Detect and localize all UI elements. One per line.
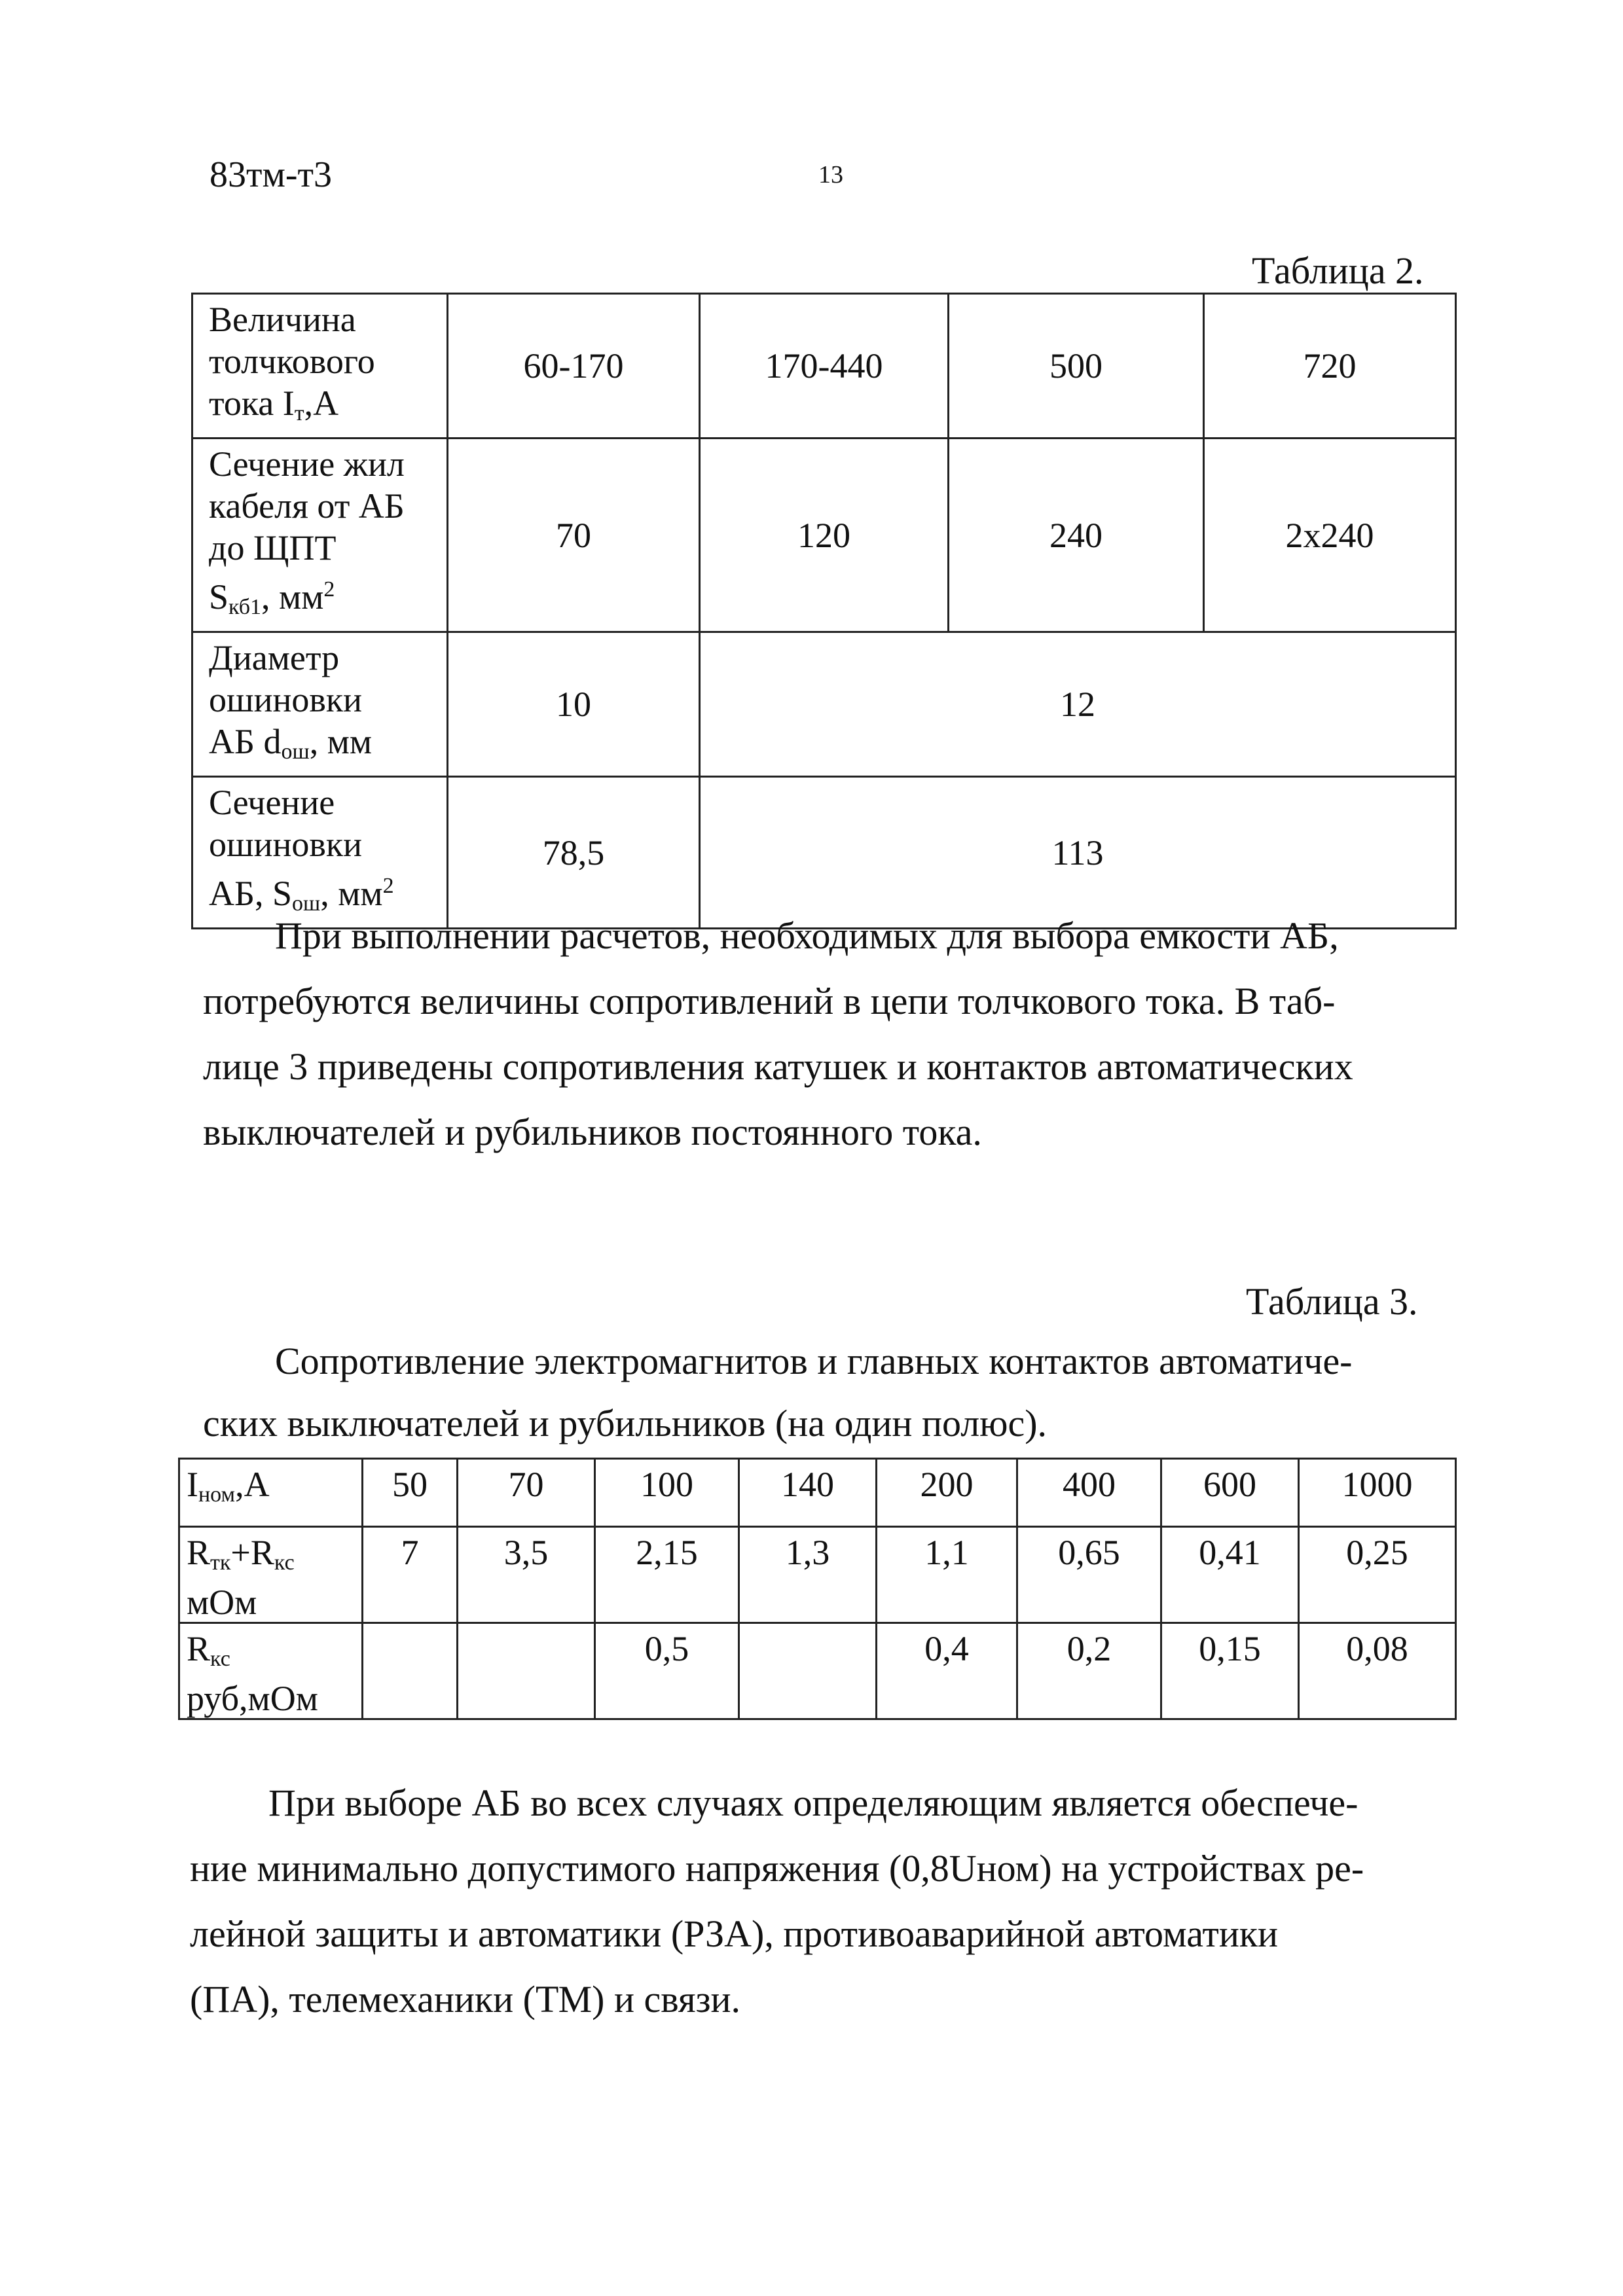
table2-row-current (192, 294, 1456, 439)
paragraph-line: ние минимально допустимого напряжения (0,8Uном) на устройствах ре- (190, 1847, 1364, 1890)
page-number: 13 (818, 161, 843, 188)
table3-cell: 1,3 (739, 1527, 877, 1623)
document-code: 83тм-т3 (210, 154, 333, 195)
table3-cell (363, 1623, 458, 1719)
table3-cell: 3,5 (458, 1527, 595, 1623)
table3-cell: 7 (363, 1527, 458, 1623)
table3-header-cell: 200 (877, 1459, 1017, 1527)
table3-header-cell: 140 (739, 1459, 877, 1527)
table3-header-cell: 600 (1161, 1459, 1299, 1527)
table2-row-diameter (192, 632, 1456, 777)
table3-cell: 0,25 (1299, 1527, 1456, 1623)
table3-cell (458, 1623, 595, 1719)
table3-header-cell: 100 (595, 1459, 739, 1527)
table2-cell: 10 (448, 632, 700, 777)
table2-row-cable (192, 439, 1456, 632)
table3-cell (739, 1623, 877, 1719)
table3-cell: 0,4 (877, 1623, 1017, 1719)
table3-cell: 0,5 (595, 1623, 739, 1719)
table2 (191, 293, 1457, 929)
table3-cell: 1,1 (877, 1527, 1017, 1623)
paragraph-line: лейной защиты и автоматики (РЗА), противоаварийной автоматики (190, 1912, 1279, 1955)
table3-cell: 0,65 (1017, 1527, 1161, 1623)
table3-header-cell: 70 (458, 1459, 595, 1527)
table3-title-line: Сопротивление электромагнитов и главных контактов автоматиче- (275, 1340, 1353, 1382)
table2-cell: 78,5 (448, 777, 700, 929)
table2-cell: 500 (949, 294, 1204, 439)
table3-header-cell: 50 (363, 1459, 458, 1527)
table2-label-cable: Сечение жил кабеля от АБ до ЩПТ $S_{кб1}$, $мм^2$ (192, 439, 448, 632)
table2-label-diameter: Диаметр ошиновки АБ $d_{ош}$, мм (192, 632, 448, 777)
table2-cell: 70 (448, 439, 700, 632)
table3-header-row (179, 1459, 1456, 1527)
paragraph-line: лице 3 приведены сопротивления катушек и контактов автоматических (203, 1045, 1353, 1088)
table2-cell: 2x240 (1204, 439, 1456, 632)
table2-cell: 720 (1204, 294, 1456, 439)
table2-label-current: Величина толчкового тока $I_т,А$ (192, 294, 448, 439)
paragraph-line: При выборе АБ во всех случаях определяющим является обеспече- (268, 1782, 1359, 1824)
table3-row-rks (179, 1623, 1456, 1719)
table3-title-line: ских выключателей и рубильников (на один полюс). (203, 1402, 1048, 1444)
table2-merged-cell: 113 (700, 777, 1456, 929)
paragraph-line: При выполнении расчетов, необходимых для выбора емкости АБ, (275, 914, 1339, 957)
table3-cell: 0,15 (1161, 1623, 1299, 1719)
table3-cell: 2,15 (595, 1527, 739, 1623)
table3-header-cell: 400 (1017, 1459, 1161, 1527)
table3-cell: 0,2 (1017, 1623, 1161, 1719)
table3-cell: 0,08 (1299, 1623, 1456, 1719)
paragraph-line: выключателей и рубильников постоянного тока. (203, 1111, 982, 1153)
table3-label-rtk: $R_{тк}+R_{кс}$ мОм (179, 1527, 363, 1623)
table2-label-section: Сечение ошиновки АБ, $S_{ош}$, $мм^2$ (192, 777, 448, 929)
table3-row-rtk (179, 1527, 1456, 1623)
table3-label-inom: $I_{ном},А$ (179, 1459, 363, 1527)
table2-cell: 240 (949, 439, 1204, 632)
table2-cell: 120 (700, 439, 949, 632)
table3-caption: Таблица 3. (1246, 1280, 1418, 1323)
table3 (178, 1458, 1457, 1720)
table2-cell: 170-440 (700, 294, 949, 439)
paragraph-line: (ПА), телемеханики (ТМ) и связи. (190, 1978, 741, 2020)
table3-cell: 0,41 (1161, 1527, 1299, 1623)
table2-merged-cell: 12 (700, 632, 1456, 777)
table2-caption: Таблица 2. (1252, 249, 1424, 292)
table2-cell: 60-170 (448, 294, 700, 439)
paragraph-line: потребуются величины сопротивлений в цепи толчкового тока. В таб- (203, 980, 1336, 1022)
table3-header-cell: 1000 (1299, 1459, 1456, 1527)
table3-label-rks: $R_{кс}$ руб,мОм (179, 1623, 363, 1719)
